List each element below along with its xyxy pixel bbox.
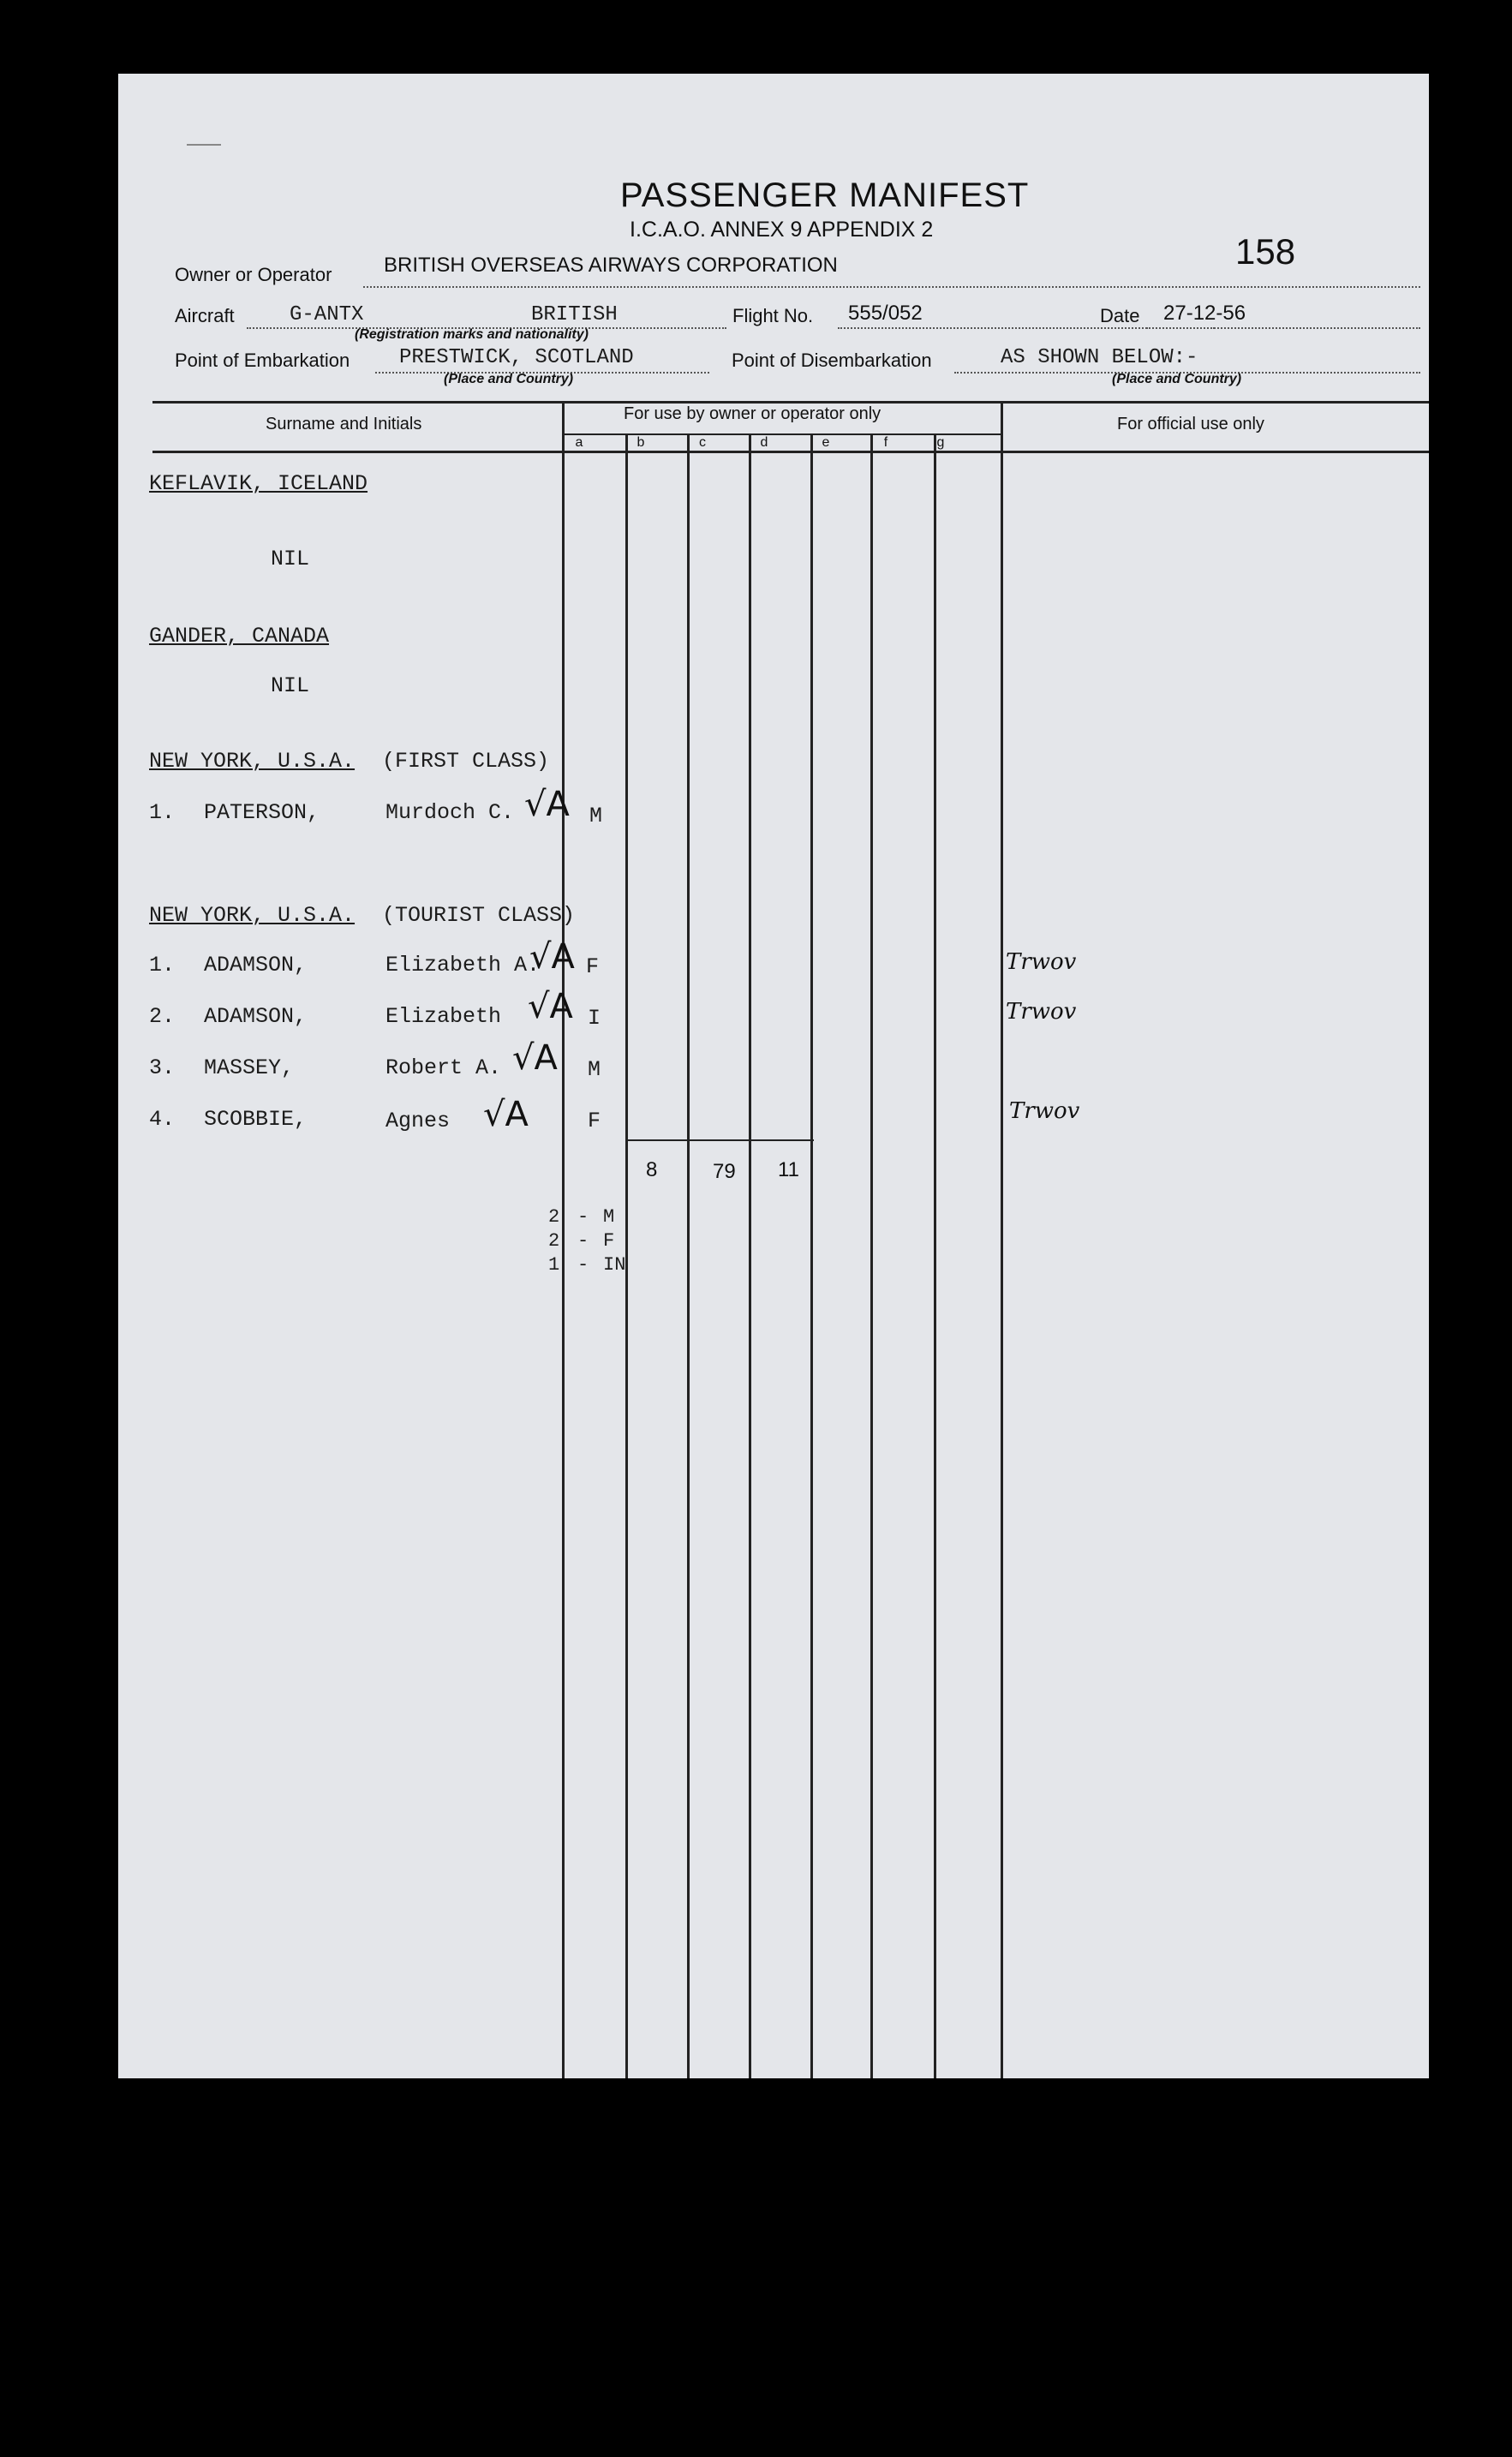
page-title: PASSENGER MANIFEST <box>620 176 1030 214</box>
owner-value: BRITISH OVERSEAS AIRWAYS CORPORATION <box>384 254 838 277</box>
summary-count-f: 2 <box>548 1230 560 1252</box>
passenger-given-name: Elizabeth A. <box>385 953 541 977</box>
table-header-rule <box>152 451 1429 453</box>
subcolumn-g: g <box>936 435 945 450</box>
check-mark-icon: √A <box>483 1095 529 1134</box>
passenger-number: 1. <box>149 800 176 825</box>
summary-dash-in: - <box>577 1254 589 1276</box>
rule-c-right <box>749 433 751 2078</box>
official-note: Trwov <box>1006 949 1077 975</box>
totals-rule <box>627 1139 814 1141</box>
check-mark-icon: √A <box>529 937 575 977</box>
rule-surname-right <box>562 401 565 2078</box>
total-b: 8 <box>646 1158 658 1181</box>
page-subtitle: I.C.A.O. ANNEX 9 APPENDIX 2 <box>630 218 934 242</box>
passenger-given-name: Agnes <box>385 1109 451 1133</box>
summary-code-m: M <box>603 1206 615 1228</box>
rule-d-right <box>810 433 813 2078</box>
total-c: 79 <box>713 1160 736 1183</box>
keflavik-nil: NIL <box>271 547 310 571</box>
summary-dash-f: - <box>577 1230 589 1252</box>
summary-dash-m: - <box>577 1206 589 1228</box>
embarkation-label: Point of Embarkation <box>175 350 350 371</box>
column-header-operator: For use by owner or operator only <box>624 404 882 423</box>
passenger-code: M <box>589 804 603 828</box>
rule-b-right <box>687 433 690 2078</box>
section-class-first: (FIRST CLASS) <box>382 749 550 774</box>
passenger-given-name: Elizabeth <box>385 1004 502 1029</box>
passenger-surname: ADAMSON, <box>204 1004 308 1029</box>
check-mark-icon: √A <box>512 1038 558 1078</box>
summary-code-f: F <box>603 1230 615 1252</box>
table-top-rule <box>152 401 1429 404</box>
aircraft-label: Aircraft <box>175 305 235 326</box>
passenger-code: F <box>586 954 600 979</box>
passenger-code: F <box>588 1109 601 1133</box>
passenger-number: 1. <box>149 953 176 977</box>
date-label: Date <box>1100 305 1140 326</box>
subcolumn-c: c <box>699 435 706 450</box>
subcolumn-a: a <box>575 435 583 450</box>
total-d: 11 <box>778 1158 799 1181</box>
passenger-surname: MASSEY, <box>204 1055 295 1080</box>
check-mark-icon: √A <box>528 987 573 1026</box>
section-heading-ny-first: NEW YORK, U.S.A. <box>149 749 356 774</box>
summary-count-in: 1 <box>548 1254 560 1276</box>
date-value: 27-12-56 <box>1163 302 1246 325</box>
stray-mark <box>187 144 221 146</box>
passenger-given-name: Murdoch C. <box>385 800 515 825</box>
column-header-official: For official use only <box>1117 415 1264 433</box>
rule-e-right <box>870 433 873 2078</box>
check-mark-icon: √A <box>524 785 570 824</box>
manifest-sheet <box>118 74 1429 2078</box>
disembarkation-caption: (Place and Country) <box>1112 372 1242 386</box>
embarkation-caption: (Place and Country) <box>444 372 574 386</box>
owner-label: Owner or Operator <box>175 264 332 285</box>
subcolumn-b: b <box>636 435 645 450</box>
column-header-surname: Surname and Initials <box>266 415 422 433</box>
aircraft-caption: (Registration marks and nationality) <box>355 327 589 342</box>
section-class-tourist: (TOURIST CLASS) <box>382 903 576 928</box>
passenger-number: 3. <box>149 1055 176 1080</box>
subcolumn-f: f <box>883 435 888 450</box>
passenger-code: M <box>588 1057 601 1082</box>
aircraft-nationality: BRITISH <box>531 303 618 326</box>
passenger-given-name: Robert A. <box>385 1055 502 1080</box>
summary-count-m: 2 <box>548 1206 560 1228</box>
official-note: Trwov <box>1006 999 1077 1025</box>
summary-code-in: IN <box>603 1254 626 1276</box>
passenger-code: I <box>588 1006 601 1031</box>
embarkation-value: PRESTWICK, SCOTLAND <box>399 346 634 369</box>
page-number: 158 <box>1235 231 1296 272</box>
rule-g-right <box>1001 401 1003 2078</box>
passenger-surname: ADAMSON, <box>204 953 308 977</box>
rule-a-right <box>625 433 628 2078</box>
disembarkation-label: Point of Disembarkation <box>732 350 932 371</box>
subcolumn-e: e <box>822 435 830 450</box>
subcolumn-d: d <box>760 435 768 450</box>
section-heading-ny-tourist: NEW YORK, U.S.A. <box>149 903 356 928</box>
date-dotted-line <box>1146 327 1420 329</box>
flight-value: 555/052 <box>848 302 923 325</box>
rule-f-right <box>934 433 936 2078</box>
gander-nil: NIL <box>271 673 310 698</box>
flight-label: Flight No. <box>732 305 814 326</box>
aircraft-registration: G-ANTX <box>290 303 364 326</box>
owner-dotted-line <box>363 286 1420 288</box>
section-heading-gander: GANDER, CANADA <box>149 624 330 649</box>
official-note: Trwov <box>1009 1098 1080 1124</box>
passenger-surname: SCOBBIE, <box>204 1107 308 1132</box>
section-heading-keflavik: KEFLAVIK, ICELAND <box>149 471 368 496</box>
passenger-number: 2. <box>149 1004 176 1029</box>
passenger-surname: PATERSON, <box>204 800 320 825</box>
disembarkation-value: AS SHOWN BELOW:- <box>1001 346 1198 369</box>
passenger-number: 4. <box>149 1107 176 1132</box>
